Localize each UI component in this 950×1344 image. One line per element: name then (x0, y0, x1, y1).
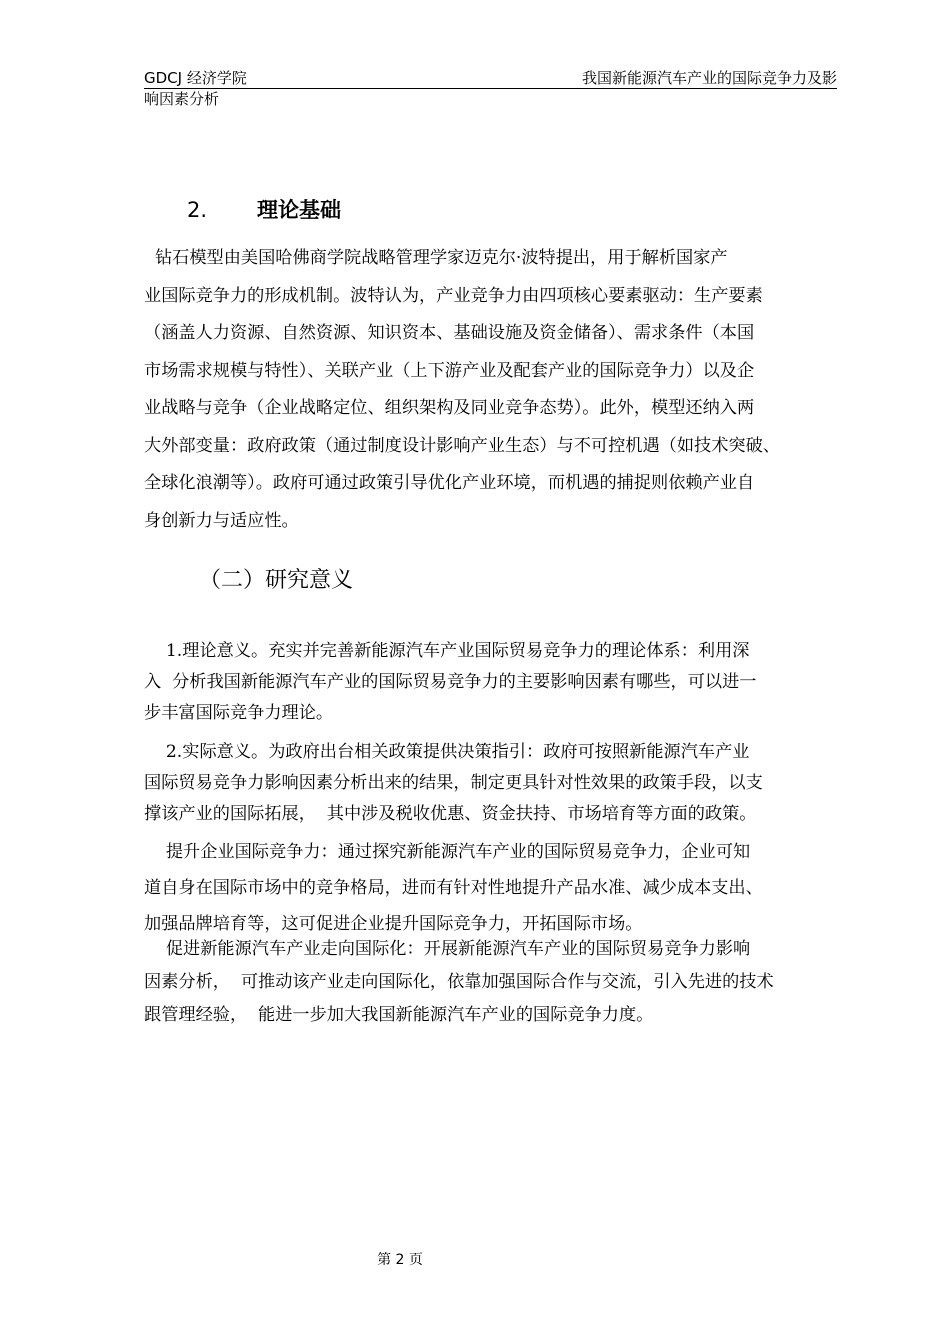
page-number: 第 2 页 (377, 1252, 423, 1268)
internationalization-paragraph: 促进新能源汽车产业走向国际化：开展新能源汽车产业的国际贸易竞争力影响 因素分析， 可推动该产业走向国际化，依靠加强国际合作与交流，引入先进的技术 跟管理经验， 能进一步加大我国新能源汽车产业的国际竞争力度。 (144, 939, 774, 1025)
practical-significance-paragraph: 2.实际意义。为政府出台相关政策提供决策指引：政府可按照新能源汽车产业 国际贸易竞争力影响因素分析出来的结果，制定更具针对性效果的政策手段，以支 撑该产业的国际拓展， 其中涉及税收优惠、资金扶持、市场培育等方面的政策。 (144, 742, 763, 824)
section-heading (187, 196, 341, 224)
header-right-text: 我国新能源汽车产业的国际竞争力及影 (581, 69, 837, 87)
enterprise-competitiveness-paragraph: 提升企业国际竞争力：通过探究新能源汽车产业的国际贸易竞争力，企业可知 道自身在国际市场中的竞争格局，进而有针对性地提升产品水准、减少成本支出、 加强品牌培育等，这可促进企业提升国际竞争力，开拓国际市场。 (144, 842, 763, 934)
subsection-heading: （二）研究意义 (199, 568, 354, 593)
theory-significance-paragraph: 1.理论意义。充实并完善新能源汽车产业国际贸易竞争力的理论体系：利用深 入 分析我国新能源汽车产业的国际贸易竞争力的主要影响因素有哪些，可以进一 步丰富国际竞争力理论。 (144, 641, 757, 723)
header-title-continuation: 响因素分析 (144, 90, 220, 108)
diamond-model-paragraph: 钻石模型由美国哈佛商学院战略管理学家迈克尔·波特提出，用于解析国家产 业国际竞争力的形成机制。波特认为，产业竞争力由四项核心要素驱动：生产要素 （涵盖人力资源、自然资源、知识资本、基础设施及资金储备）、需求条件（本国 市场需求规模与特性）、关联产业（上下游产业及配套产业的国际竞争力）以及企 业战略与竞争（企业战略定位、组织架构及同业竞争态势）。此外，模型还纳入两 大外部变量：政府政策（通过制度设计影响产业生态）与不可控机遇（如技术突破、 全球化浪潮等）。政府可通过政策引导优化产业环境，而机遇的捕捉则依赖产业自 身创新力与适应性。 (144, 248, 780, 531)
section-title: 理论基础 (257, 198, 341, 222)
header-left-text: GDCJ 经济学院 (144, 69, 247, 87)
section-number: 2. (187, 198, 208, 222)
header-divider (144, 88, 837, 89)
